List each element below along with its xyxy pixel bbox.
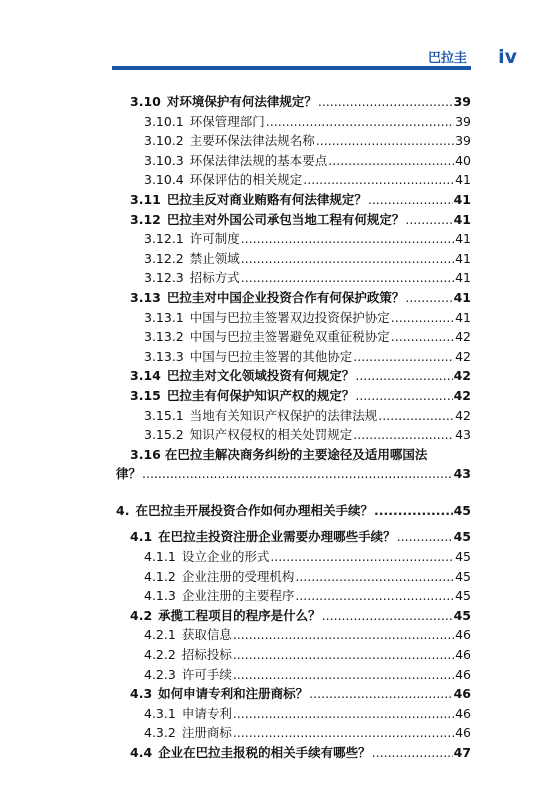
toc-entry[interactable] <box>116 665 471 685</box>
running-header-title: 巴拉圭 <box>427 51 467 66</box>
toc-entry[interactable] <box>116 288 471 308</box>
toc-entry-page: 42 <box>455 348 471 364</box>
leader-dots <box>233 625 454 645</box>
leader-dots <box>295 586 454 606</box>
toc-entry[interactable] <box>116 684 471 704</box>
toc-entry-title: 申请专利 <box>181 705 232 721</box>
toc-entry-page: 41 <box>453 191 471 207</box>
leader-dots <box>405 210 452 230</box>
toc-entry-number: 4.3.2 <box>144 725 176 741</box>
toc-entry[interactable] <box>116 723 471 743</box>
toc-entry-number: 3.10.4 <box>144 172 184 188</box>
leader-dots <box>353 425 454 445</box>
toc-entry-number: 4.2.2 <box>144 647 176 663</box>
leader-dots <box>266 112 454 132</box>
leader-dots <box>391 327 454 347</box>
leader-dots <box>405 288 452 308</box>
toc-entry-multiline[interactable] <box>116 445 471 484</box>
toc-entry-page: 45 <box>455 588 471 604</box>
leader-dots <box>372 743 453 763</box>
leader-dots <box>295 567 454 587</box>
toc-entry[interactable] <box>116 347 471 367</box>
toc-entry-title: 巴拉圭对外国公司承包当地工程有何规定？ <box>166 211 405 227</box>
toc-entry-title: 巴拉圭有何保护知识产权的规定？ <box>166 387 355 403</box>
toc-entry-page: 47 <box>453 745 471 760</box>
toc-entry[interactable] <box>116 210 471 230</box>
leader-dots <box>355 386 452 406</box>
toc-entry[interactable] <box>116 92 471 112</box>
toc-entry[interactable] <box>116 249 471 269</box>
toc-entry-title: 中国与巴拉圭签署避免双重征税协定 <box>189 329 390 345</box>
toc-entry-title: 设立企业的形式 <box>181 549 270 565</box>
toc-entry-title: 环保评估的相关规定 <box>189 172 303 188</box>
toc-entry-page: 41 <box>455 231 471 247</box>
toc-entry-page: 41 <box>455 309 471 325</box>
toc-entry-page: 43 <box>453 466 471 482</box>
toc-entry-title: 企业注册的主要程序 <box>181 588 295 604</box>
toc-entry-page: 45 <box>455 568 471 584</box>
toc-entry-number: 3.13.3 <box>144 348 184 364</box>
toc-entry-number: 3.15.1 <box>144 407 184 423</box>
toc-entry-number: 4.1.1 <box>144 549 176 565</box>
toc-entry[interactable] <box>116 645 471 665</box>
toc-entry-number: 3.10.3 <box>144 152 184 168</box>
toc-entry-page: 42 <box>455 407 471 423</box>
toc-entry[interactable] <box>116 268 471 288</box>
toc-entry-number: 4.1.3 <box>144 588 176 604</box>
toc-entry-page: 46 <box>455 666 471 682</box>
leader-dots <box>328 151 454 171</box>
toc-entry-page: 42 <box>453 387 471 403</box>
toc-entry-number: 4.1.2 <box>144 568 176 584</box>
toc-entry-number: 3.14 <box>130 368 161 384</box>
toc-entry-title: 招标方式 <box>189 270 240 286</box>
toc-entry-number: 3.12 <box>130 211 161 227</box>
leader-dots <box>391 308 454 328</box>
toc-entry-title: 企业在巴拉圭报税的相关手续有哪些？ <box>158 745 371 760</box>
toc-entry[interactable] <box>116 625 471 645</box>
leader-dots <box>233 645 454 665</box>
toc-entry-number: 3.11 <box>130 191 161 207</box>
toc-entry-number: 4. <box>116 502 130 518</box>
toc-entry-number: 4.2.3 <box>144 666 176 682</box>
toc-entry-page: 45 <box>453 529 471 545</box>
toc-entry-page: 41 <box>453 211 471 227</box>
toc-entry-page: 45 <box>453 607 471 623</box>
toc-entry-number: 3.10 <box>130 94 161 109</box>
toc-entry[interactable] <box>116 425 471 445</box>
leader-dots <box>353 347 454 367</box>
toc-entry[interactable] <box>116 308 471 328</box>
toc-entry-title: 如何申请专利和注册商标？ <box>158 686 309 702</box>
toc-entry-title: 主要环保法律法规名称 <box>189 133 315 149</box>
toc-entry-page: 43 <box>455 427 471 443</box>
toc-entry-number: 3.10.1 <box>144 113 184 129</box>
toc-entry[interactable] <box>116 170 471 190</box>
toc-entry-page: 46 <box>453 686 471 702</box>
leader-dots <box>241 229 454 249</box>
toc-entry[interactable] <box>116 547 471 567</box>
toc-entry[interactable] <box>116 112 471 132</box>
toc-entry-title-continued: 律？ <box>116 466 142 482</box>
toc-entry-number: 3.13.1 <box>144 309 184 325</box>
toc-entry[interactable] <box>116 527 471 547</box>
toc-entry-number: 3.13.2 <box>144 329 184 345</box>
toc-entry-page: 46 <box>455 725 471 741</box>
toc-entry-title: 环保法律法规的基本要点 <box>189 152 328 168</box>
toc-entry-page: 46 <box>455 647 471 663</box>
toc-entry-title: 禁止领域 <box>189 250 240 266</box>
toc-entry-page: 39 <box>455 113 471 129</box>
toc-entry[interactable] <box>116 229 471 249</box>
toc-entry-title: 企业注册的受理机构 <box>181 568 295 584</box>
toc-entry-title: 在巴拉圭解决商务纠纷的主要途径及适用哪国法 <box>164 446 428 462</box>
leader-dots <box>318 92 453 112</box>
toc-entry-number: 3.15 <box>130 387 161 403</box>
leader-dots <box>303 170 454 190</box>
toc-entry[interactable] <box>116 190 471 210</box>
page-number: iv <box>498 46 517 68</box>
toc-entry-page: 39 <box>455 133 471 149</box>
toc-entry-title: 承揽工程项目的程序是什么？ <box>158 607 321 623</box>
toc-entry-page: 41 <box>455 172 471 188</box>
leader-dots <box>368 190 453 210</box>
toc-entry[interactable] <box>116 327 471 347</box>
toc-entry-number: 3.12.1 <box>144 231 184 247</box>
leader-dots <box>270 547 454 567</box>
toc-entry-title: 注册商标 <box>181 725 232 741</box>
toc-entry-title: 中国与巴拉圭签署双边投资保护协定 <box>189 309 390 325</box>
toc-entry-page: 41 <box>455 250 471 266</box>
toc-entry-page: 41 <box>453 289 471 305</box>
leader-dots <box>397 527 453 547</box>
toc-entry-title: 环保管理部门 <box>189 113 265 129</box>
toc-entry[interactable] <box>116 606 471 626</box>
toc-entry-number: 3.12.2 <box>144 250 184 266</box>
toc-entry-title: 巴拉圭对文化领域投资有何规定？ <box>166 368 355 384</box>
toc-entry-number: 4.2 <box>130 607 153 623</box>
toc-entry-page: 46 <box>455 705 471 721</box>
toc-entry-title: 中国与巴拉圭签署的其他协定 <box>189 348 353 364</box>
toc-entry-number: 4.3.1 <box>144 705 176 721</box>
toc-entry-number: 4.3 <box>130 686 153 702</box>
leader-dots <box>322 606 453 626</box>
leader-dots <box>316 131 454 151</box>
toc-entry-title: 巴拉圭反对商业贿赂有何法律规定？ <box>166 191 367 207</box>
toc-entry-title: 获取信息 <box>181 627 232 643</box>
toc-entry[interactable] <box>116 406 471 426</box>
table-of-contents <box>116 92 471 763</box>
toc-entry-title: 在巴拉圭投资注册企业需要办理哪些手续？ <box>158 529 396 545</box>
leader-dots <box>355 366 452 386</box>
toc-entry-page: 42 <box>455 329 471 345</box>
toc-entry-number: 3.15.2 <box>144 427 184 443</box>
toc-entry-page: 40 <box>455 152 471 168</box>
toc-entry[interactable] <box>116 704 471 724</box>
leader-dots <box>233 704 454 724</box>
toc-entry[interactable] <box>116 567 471 587</box>
toc-entry-title: 许可制度 <box>189 231 240 247</box>
leader-dots <box>241 268 454 288</box>
toc-entry-number: 3.12.3 <box>144 270 184 286</box>
toc-entry[interactable] <box>116 586 471 606</box>
toc-entry-page: 45 <box>455 549 471 565</box>
leader-dots <box>378 406 454 426</box>
leader-dots <box>233 665 454 685</box>
toc-entry-title: 当地有关知识产权保护的法律法规 <box>189 407 378 423</box>
toc-entry[interactable] <box>116 131 471 151</box>
leader-dots <box>142 464 453 484</box>
leader-dots <box>374 501 453 521</box>
toc-entry-number: 4.2.1 <box>144 627 176 643</box>
toc-entry-title: 招标投标 <box>181 647 232 663</box>
header-rule <box>112 66 471 70</box>
toc-entry[interactable] <box>116 386 471 406</box>
toc-entry-title: 对环境保护有何法律规定？ <box>166 94 317 109</box>
toc-entry-number: 3.13 <box>130 289 161 305</box>
toc-entry[interactable] <box>116 743 471 763</box>
toc-entry[interactable] <box>116 151 471 171</box>
toc-entry-page: 42 <box>453 368 471 384</box>
toc-entry-page: 45 <box>453 502 471 518</box>
toc-chapter-entry[interactable] <box>116 501 471 521</box>
toc-entry-title: 许可手续 <box>181 666 232 682</box>
leader-dots <box>233 723 454 743</box>
toc-entry-title: 巴拉圭对中国企业投资合作有何保护政策？ <box>166 289 405 305</box>
toc-entry-page: 39 <box>453 94 471 109</box>
toc-entry-title: 知识产权侵权的相关处罚规定 <box>189 427 353 443</box>
toc-entry-page: 46 <box>455 627 471 643</box>
toc-entry-title: 在巴拉圭开展投资合作如何办理相关手续？ <box>135 502 373 518</box>
toc-entry-number: 3.16 <box>130 446 161 462</box>
leader-dots <box>309 684 452 704</box>
toc-entry-page: 41 <box>455 270 471 286</box>
toc-entry-number: 4.1 <box>130 529 153 545</box>
toc-entry[interactable] <box>116 366 471 386</box>
toc-entry-number: 4.4 <box>130 745 153 760</box>
toc-entry-number: 3.10.2 <box>144 133 184 149</box>
leader-dots <box>241 249 454 269</box>
